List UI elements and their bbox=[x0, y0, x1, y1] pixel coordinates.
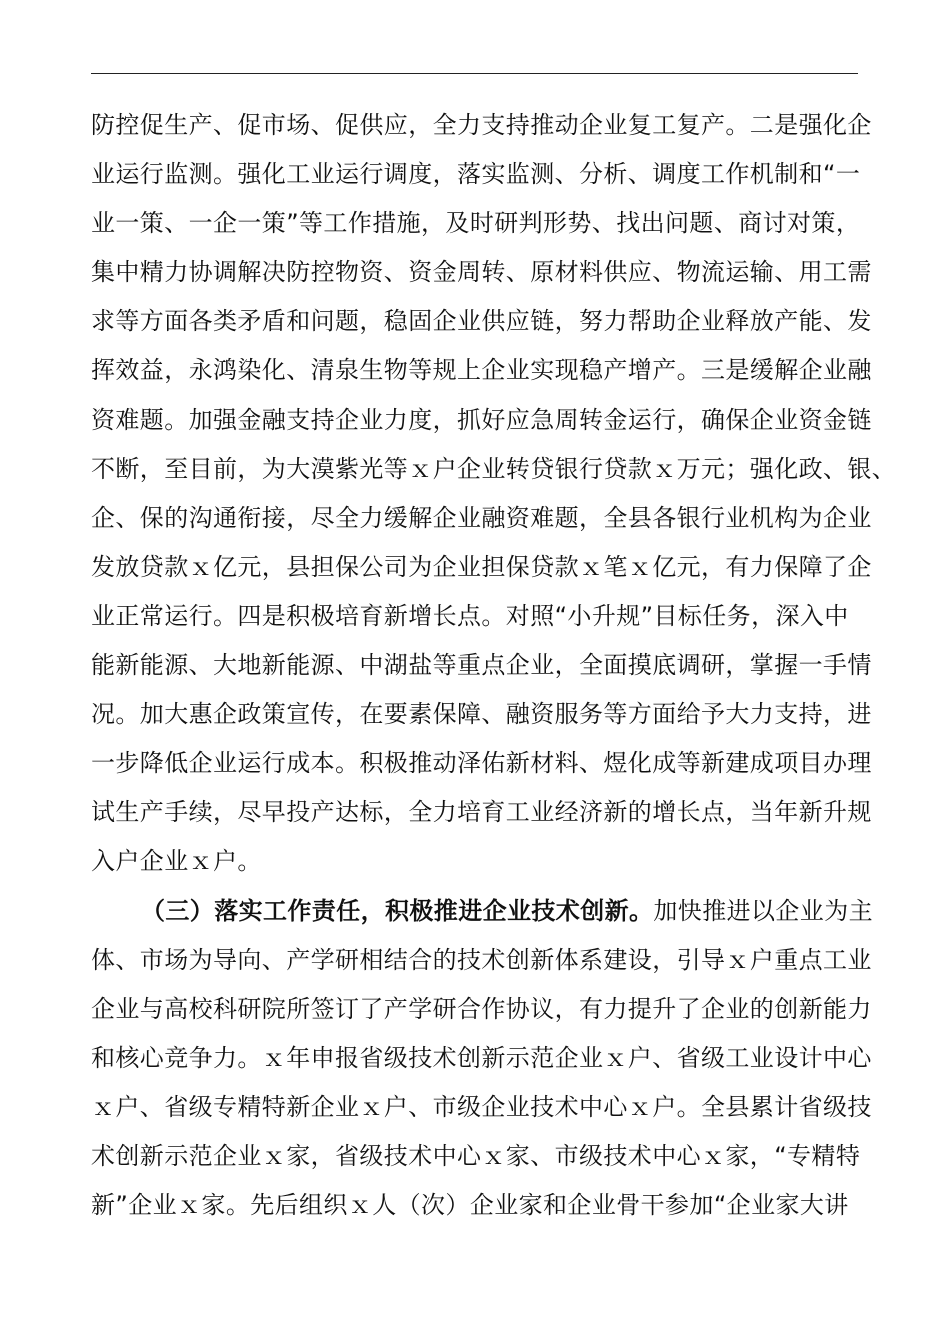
text-line: 挥效益，永鸿染化、清泉生物等规上企业实现稳产增产。三是缓解企业融 bbox=[91, 356, 872, 385]
text-line: 和核心竞争力。ｘ年申报省级技术创新示范企业ｘ户、省级工业设计中心 bbox=[91, 1043, 872, 1072]
section-heading-continuation: 加快推进以企业为主 bbox=[653, 896, 874, 925]
text-line: 企业与高校科研院所签订了产学研合作协议，有力提升了企业的创新能力 bbox=[91, 994, 872, 1023]
header-rule bbox=[91, 73, 858, 74]
text-line: 入户企业ｘ户。 bbox=[91, 847, 262, 876]
text-line: 防控促生产、促市场、促供应，全力支持推动企业复工复产。二是强化企 bbox=[91, 111, 872, 139]
text-line: 术创新示范企业ｘ家，省级技术中心ｘ家、市级技术中心ｘ家，“专精特 bbox=[91, 1141, 861, 1170]
section-heading-line bbox=[91, 887, 874, 936]
text-line: 资难题。加强金融支持企业力度，抓好应急周转金运行，确保企业资金链 bbox=[91, 405, 872, 434]
text-line: 集中精力协调解决防控物资、资金周转、原材料供应、物流运输、用工需 bbox=[91, 258, 872, 287]
text-line: 求等方面各类矛盾和问题，稳固企业供应链，努力帮助企业释放产能、发 bbox=[91, 307, 872, 336]
text-line: 不断，至目前，为大漠紫光等ｘ户企业转贷银行贷款ｘ万元；强化政、银、 bbox=[91, 454, 897, 483]
text-line: 业一策、一企一策”等工作措施，及时研判形势、找出问题、商讨对策， bbox=[91, 209, 861, 238]
text-line: 发放贷款ｘ亿元，县担保公司为企业担保贷款ｘ笔ｘ亿元，有力保障了企 bbox=[91, 552, 872, 581]
text-line: 能新能源、大地新能源、中湖盐等重点企业，全面摸底调研，掌握一手情 bbox=[91, 651, 872, 680]
text-line: 况。加大惠企政策宣传，在要素保障、融资服务等方面给予大力支持，进 bbox=[91, 700, 872, 729]
text-line: 体、市场为导向、产学研相结合的技术创新体系建设，引导ｘ户重点工业 bbox=[91, 945, 872, 974]
text-line: 企、保的沟通衔接，尽全力缓解企业融资难题，全县各银行业机构为企业 bbox=[91, 503, 872, 532]
text-line: 试生产手续，尽早投产达标，全力培育工业经济新的增长点，当年新升规 bbox=[91, 798, 872, 827]
section-heading: （三）落实工作责任，积极推进企业技术创新。 bbox=[141, 896, 654, 925]
text-line: ｘ户、省级专精特新企业ｘ户、市级企业技术中心ｘ户。全县累计省级技 bbox=[91, 1092, 872, 1121]
body-text bbox=[91, 101, 897, 1230]
text-line: 新”企业ｘ家。先后组织ｘ人（次）企业家和企业骨干参加“企业家大讲 bbox=[91, 1191, 849, 1220]
text-line: 一步降低企业运行成本。积极推动泽佑新材料、煜化成等新建成项目办理 bbox=[91, 749, 872, 778]
text-line: 业运行监测。强化工业运行调度，落实监测、分析、调度工作机制和“一 bbox=[91, 160, 861, 189]
text-line: 业正常运行。四是积极培育新增长点。对照“小升规”目标任务，深入中 bbox=[91, 601, 849, 630]
